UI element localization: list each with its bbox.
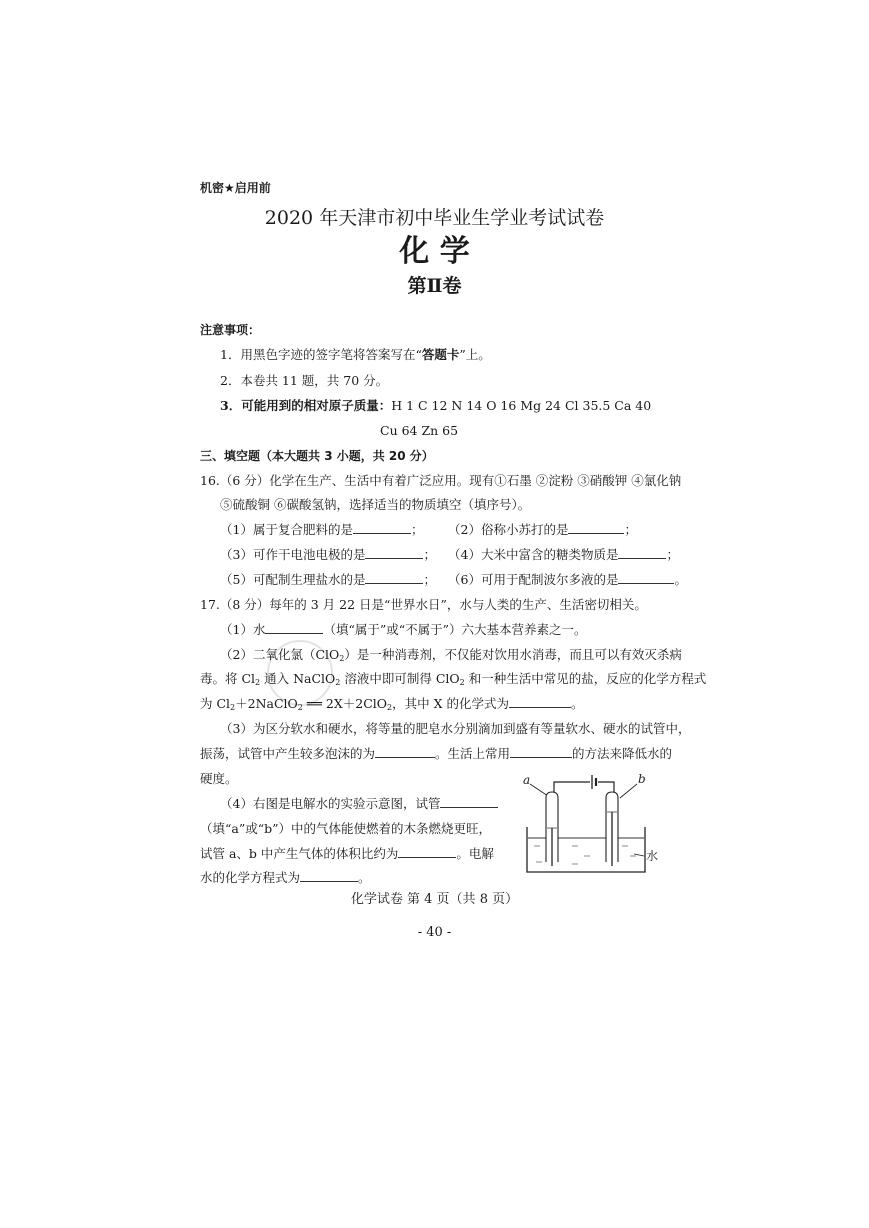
answer-blank[interactable]	[365, 547, 423, 559]
q17-part-2-line2: 毒。将 $Cl_2$ 通入 NaClO$_2$ 溶液中即可制得 ClO$_2$ 和一种生活中常见的盐，反应的化学方程式	[200, 671, 707, 687]
page-number: - 40 -	[417, 925, 452, 940]
water-trough	[527, 827, 645, 872]
q17-part-3-line3: 硬度。	[200, 771, 238, 786]
leader-line-b	[620, 784, 637, 798]
q16-stem: 16.（6 分）化学在生产、生活中有着广泛应用。现有①石墨 ②淀粉 ③硝酸钾 ④氯化钠	[200, 473, 682, 488]
note-item-2: 2．本卷共 11 题，共 70 分。	[220, 373, 389, 388]
note-item-1: 1．用黑色字迹的签字笔将答案写在“答题卡”上。	[220, 347, 491, 362]
q17-part-4-line4: 水的化学方程式为 。	[200, 870, 371, 885]
answer-blank[interactable]	[509, 696, 571, 708]
q17-stem: 17.（8 分）每年的 3 月 22 日是“世界水日”，水与人类的生产、生活密切相关。	[200, 597, 647, 612]
exam-title: 2020 年天津市初中毕业生学业考试试卷	[264, 207, 605, 229]
answer-blank[interactable]	[440, 796, 498, 808]
q16-part-1: （1）属于复合肥料的是 ；	[220, 522, 424, 537]
q16-part-2: （2）俗称小苏打的是 ；	[448, 522, 637, 537]
section-heading: 三、填空题（本大题共 3 小题，共 20 分）	[200, 449, 434, 463]
subject-title: 化 学	[399, 234, 470, 269]
answer-blank[interactable]	[510, 746, 572, 758]
q16-stem-cont: ⑤硫酸铜 ⑥碳酸氢钠，选择适当的物质填空（填序号）。	[220, 497, 531, 512]
answer-blank[interactable]	[353, 522, 411, 534]
page-footer: 化学试卷 第 4 页（共 8 页）	[350, 892, 519, 907]
leader-line-a	[530, 784, 548, 796]
answer-blank[interactable]	[398, 846, 456, 858]
answer-blank[interactable]	[265, 622, 323, 634]
label-a: a	[523, 773, 531, 787]
circuit-wire	[554, 782, 614, 792]
label-water: 水	[646, 849, 659, 863]
q17-part-3-line2: 振荡，试管中产生较多泡沫的为 。生活上常用 的方法来降低水的	[200, 746, 673, 761]
answer-blank[interactable]	[618, 572, 674, 584]
q17-part-1: （1）水 （填“属于”或“不属于”）六大基本营养素之一。	[220, 622, 587, 637]
label-b: b	[638, 772, 646, 786]
q16-part-6: （6）可用于配制波尔多液的是 。	[448, 572, 687, 587]
q16-part-4: （4）大米中富含的糖类物质是 ；	[448, 547, 679, 562]
note-item-3-cont: Cu 64 Zn 65	[380, 423, 459, 438]
notes-heading: 注意事项：	[200, 323, 261, 337]
q17-part-4-line2: （填“a”或“b”）中的气体能使燃着的木条燃烧更旺，	[200, 821, 492, 836]
electrolysis-diagram	[512, 772, 672, 882]
answer-blank[interactable]	[300, 870, 358, 882]
answer-blank[interactable]	[568, 522, 624, 534]
answer-blank[interactable]	[365, 572, 423, 584]
confidential-label: 机密★启用前	[200, 181, 271, 195]
answer-blank[interactable]	[375, 746, 435, 758]
note-item-3: 3．可能用到的相对原子质量：H 1 C 12 N 14 O 16 Mg 24 Cl 35.5 Ca 40	[220, 398, 652, 413]
q17-part-3-line1: （3）为区分软水和硬水，将等量的肥皂水分别滴加到盛有等量软水、硬水的试管中，	[220, 721, 691, 736]
q17-part-2-line3: 为 $Cl_2+2NaClO_2$ ══ 2X＋2ClO$_2$，其中 X 的化学式为 。	[200, 696, 584, 712]
q17-part-4-line3: 试管 a、b 中产生气体的体积比约为 。电解	[200, 846, 494, 861]
answer-blank[interactable]	[618, 547, 666, 559]
q17-part-4-line1: （4）右图是电解水的实验示意图，试管	[220, 796, 498, 812]
q16-part-3: （3）可作干电池电极的是 ；	[220, 547, 436, 562]
q16-part-5: （5）可配制生理盐水的是 ；	[220, 572, 436, 587]
q17-part-2-line1: （2）二氧化氯（ClO$_2$）是一种消毒剂，不仅能对饮用水消毒，而且可以有效灭杀病	[220, 647, 682, 663]
volume-title: 第Ⅱ卷	[407, 275, 462, 297]
